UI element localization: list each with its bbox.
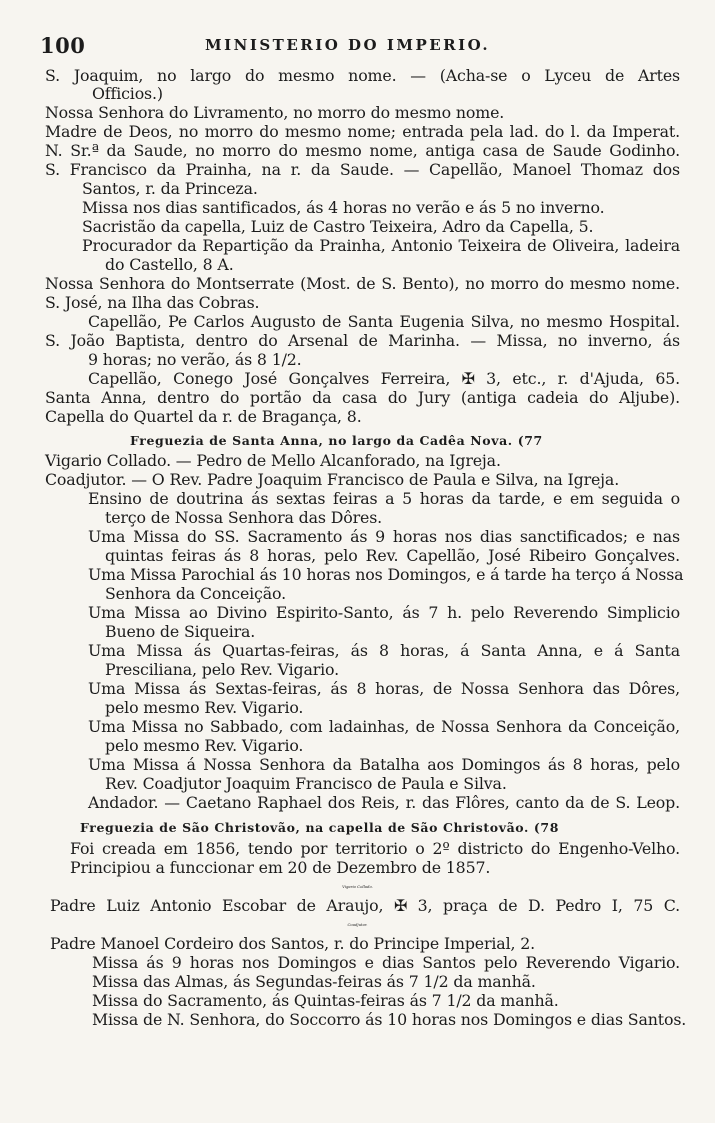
text-line: Missa ás 9 horas nos Domingos e dias Santos pelo Reverendo Vigario.	[92, 953, 680, 972]
text-line: Missa das Almas, ás Segundas-feiras ás 7 1/2 da manhã.	[92, 972, 536, 991]
text-line: Uma Missa ás Sextas-feiras, ás 8 horas, de Nossa Senhora das Dôres,	[88, 679, 680, 698]
text-line: Vigario Collado. — Pedro de Mello Alcanforado, na Igreja.	[45, 451, 501, 470]
text-line: S. José, na Ilha das Cobras.	[45, 293, 260, 312]
text-line: Nossa Senhora do Livramento, no morro do mesmo nome.	[45, 103, 505, 122]
centered-heading: Vigario Collado.	[342, 884, 373, 889]
text-line: S. Joaquim, no largo do mesmo nome. — (Acha-se o Lyceu de Artes	[45, 66, 680, 85]
page-number: 100	[40, 33, 86, 58]
text-line: Capella do Quartel da r. de Bragança, 8.	[45, 407, 362, 426]
text-line: Uma Missa do SS. Sacramento ás 9 horas nos dias sanctificados; e nas	[88, 527, 680, 546]
text-line: pelo mesmo Rev. Vigario.	[105, 698, 304, 717]
text-line: Rev. Coadjutor Joaquim Francisco de Paula e Silva.	[105, 774, 507, 793]
text-line: Capellão, Pe Carlos Augusto de Santa Eugenia Silva, no mesmo Hospital.	[88, 312, 680, 331]
section-heading: Freguezia de São Christovão, na capella de São Christovão. (78	[80, 820, 560, 835]
text-line: Padre Luiz Antonio Escobar de Araujo, ✠ 3, praça de D. Pedro I, 75 C.	[50, 896, 680, 915]
text-line: Santa Anna, dentro do portão da casa do Jury (antiga cadeia do Aljube).	[45, 388, 680, 407]
text-line: S. Francisco da Prainha, na r. da Saude. — Capellão, Manoel Thomaz dos	[45, 160, 680, 179]
text-line: Missa nos dias santificados, ás 4 horas no verão e ás 5 no inverno.	[82, 198, 605, 217]
text-line: Bueno de Siqueira.	[105, 622, 256, 641]
text-line: Padre Manoel Cordeiro dos Santos, r. do Principe Imperial, 2.	[50, 934, 535, 953]
text-line: Sacristão da capella, Luiz de Castro Teixeira, Adro da Capella, 5.	[82, 217, 594, 236]
text-line: 9 horas; no verão, ás 8 1/2.	[88, 350, 302, 369]
text-line: Presciliana, pelo Rev. Vigario.	[105, 660, 339, 679]
text-line: do Castello, 8 A.	[105, 255, 234, 274]
text-line: Missa de N. Senhora, do Soccorro ás 10 horas nos Domingos e dias Santos.	[92, 1010, 687, 1029]
text-line: Uma Missa ao Divino Espirito-Santo, ás 7 h. pelo Reverendo Simplicio	[88, 603, 680, 622]
text-line: Missa do Sacramento, ás Quintas-feiras ás 7 1/2 da manhã.	[92, 991, 559, 1010]
text-line: Capellão, Conego José Gonçalves Ferreira, ✠ 3, etc., r. d'Ajuda, 65.	[88, 369, 680, 388]
text-line: pelo mesmo Rev. Vigario.	[105, 736, 304, 755]
text-line: Uma Missa no Sabbado, com ladainhas, de Nossa Senhora da Conceição,	[88, 717, 680, 736]
centered-heading: Coadjutor.	[347, 922, 368, 927]
text-line: Principiou a funccionar em 20 de Dezembro de 1857.	[70, 858, 491, 877]
text-line: Procurador da Repartição da Prainha, Antonio Teixeira de Oliveira, ladeira	[82, 236, 680, 255]
text-line: N. Sr.ª da Saude, no morro do mesmo nome, antiga casa de Saude Godinho.	[45, 141, 680, 160]
text-line: Senhora da Conceição.	[105, 584, 286, 603]
running-header: MINISTERIO DO IMPERIO.	[205, 36, 491, 54]
text-line: Andador. — Caetano Raphael dos Reis, r. das Flôres, canto da de S. Leop.	[88, 793, 680, 812]
text-line: Coadjutor. — O Rev. Padre Joaquim Francisco de Paula e Silva, na Igreja.	[45, 470, 620, 489]
text-line: Officios.)	[92, 84, 163, 103]
text-line: Uma Missa á Nossa Senhora da Batalha aos Domingos ás 8 horas, pelo	[88, 755, 680, 774]
text-line: Madre de Deos, no morro do mesmo nome; entrada pela lad. do l. da Imperat.	[45, 122, 680, 141]
section-heading: Freguezia de Santa Anna, no largo da Cadêa Nova. (77	[130, 433, 543, 448]
text-line: Foi creada em 1856, tendo por territorio o 2º districto do Engenho-Velho.	[70, 839, 680, 858]
text-line: Nossa Senhora do Montserrate (Most. de S. Bento), no morro do mesmo nome.	[45, 274, 680, 293]
text-line: Santos, r. da Princeza.	[82, 179, 258, 198]
text-line: terço de Nossa Senhora das Dôres.	[105, 508, 383, 527]
text-line: Uma Missa ás Quartas-feiras, ás 8 horas, á Santa Anna, e á Santa	[88, 641, 680, 660]
text-line: S. João Baptista, dentro do Arsenal de Marinha. — Missa, no inverno, ás	[45, 331, 680, 350]
text-line: Uma Missa Parochial ás 10 horas nos Domingos, e á tarde ha terço á Nossa	[88, 565, 684, 584]
text-line: Ensino de doutrina ás sextas feiras a 5 horas da tarde, e em seguida o	[88, 489, 680, 508]
text-line: quintas feiras ás 8 horas, pelo Rev. Capellão, José Ribeiro Gonçalves.	[105, 546, 680, 565]
